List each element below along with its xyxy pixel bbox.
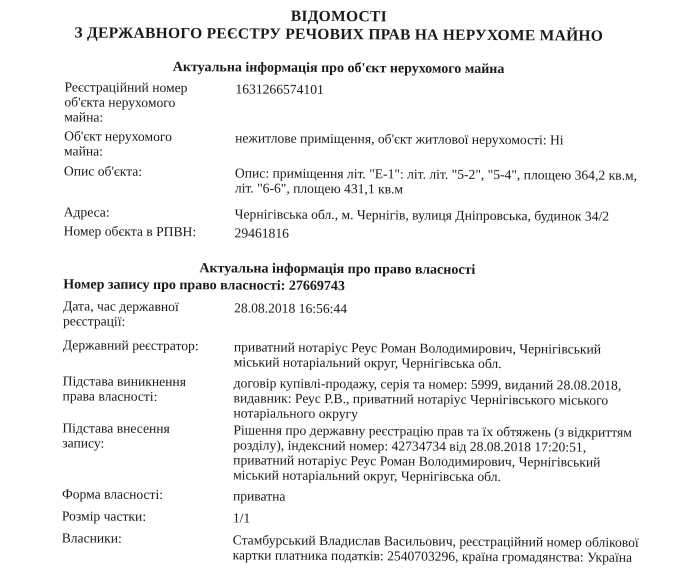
field-value-object-description: Опис: приміщення літ. "Е-1": літ. літ. "5-2", "5-4", площею 364,2 кв.м, літ. "6-6", площею 431,1 кв.м xyxy=(234,165,638,197)
field-label-registration-date: Дата, час державної реєстрації: xyxy=(62,298,179,329)
ownership-record-number: Номер запису про право власності: 27669743 xyxy=(63,277,345,295)
field-label-address: Адреса: xyxy=(63,204,110,220)
field-label-ownership-form: Форма власності: xyxy=(61,486,164,503)
field-value-rpvn-number: 29461816 xyxy=(234,225,290,241)
ownership-section-heading: Актуальна інформація про право власності xyxy=(199,261,476,278)
field-label-entry-basis: Підстава внесення запису: xyxy=(62,420,170,451)
field-label-object-description: Опис об'єкта: xyxy=(63,163,143,179)
field-value-property-object: нежитлове приміщення, об'єкт житлової нерухомості: Ні xyxy=(235,130,564,148)
field-value-share-size: 1/1 xyxy=(232,510,251,526)
field-label-registration-number: Реєстраційний номер об'єкта нерухомого майна: xyxy=(64,79,188,125)
field-value-entry-basis: Рішення про державну реєстрацію прав та їх обтяжень (з відкриттям розділу), індексний номер: 42734734 від 28.08.2018 17:20:51, приватний нотаріус Реус Роман Володимирович, Чернігівський міський нотаріальний округ, Чернігівська обл. xyxy=(233,422,632,485)
field-label-state-registrar: Державний реєстратор: xyxy=(62,337,199,354)
object-section-heading: Актуальна інформація про об'єкт нерухомого майна xyxy=(172,60,505,78)
document-title: ВІДОМОСТІ xyxy=(290,7,388,26)
field-value-registration-date: 28.08.2018 16:56:44 xyxy=(234,300,348,317)
field-value-ownership-basis: договір купівлі-продажу, серія та номер: 5999, виданий 28.08.2018, видавник: Реус Р.В., приватний нотаріус Чернігівського міського нотаріального округу xyxy=(233,375,622,422)
field-label-ownership-basis: Підстава виникнення права власності: xyxy=(62,373,187,404)
field-value-ownership-form: приватна xyxy=(232,488,286,504)
document-subtitle: З ДЕРЖАВНОГО РЕЄСТРУ РЕЧОВИХ ПРАВ НА НЕРУХОМЕ МАЙНО xyxy=(74,24,604,45)
field-value-registration-number: 1631266574101 xyxy=(235,81,324,97)
field-label-share-size: Розмір частки: xyxy=(61,508,147,524)
field-label-property-object: Об'єкт нерухомого майна: xyxy=(64,128,172,159)
field-value-address: Чернігівська обл., м. Чернігів, вулиця Дніпровська, будинок 34/2 xyxy=(234,206,610,224)
field-value-state-registrar: приватний нотаріус Реус Роман Володимирович, Чернігівський міський нотаріальний округ, Чернігівська обл. xyxy=(233,339,602,372)
field-label-owners: Власники: xyxy=(61,530,122,546)
field-value-owners: Стамбурський Владислав Васильович, реєстраційний номер облікової картки платника податків: 2540703296, країна громадянства: Україна xyxy=(232,532,639,565)
field-label-rpvn-number: Номер обєкта в РПВН: xyxy=(63,223,197,240)
